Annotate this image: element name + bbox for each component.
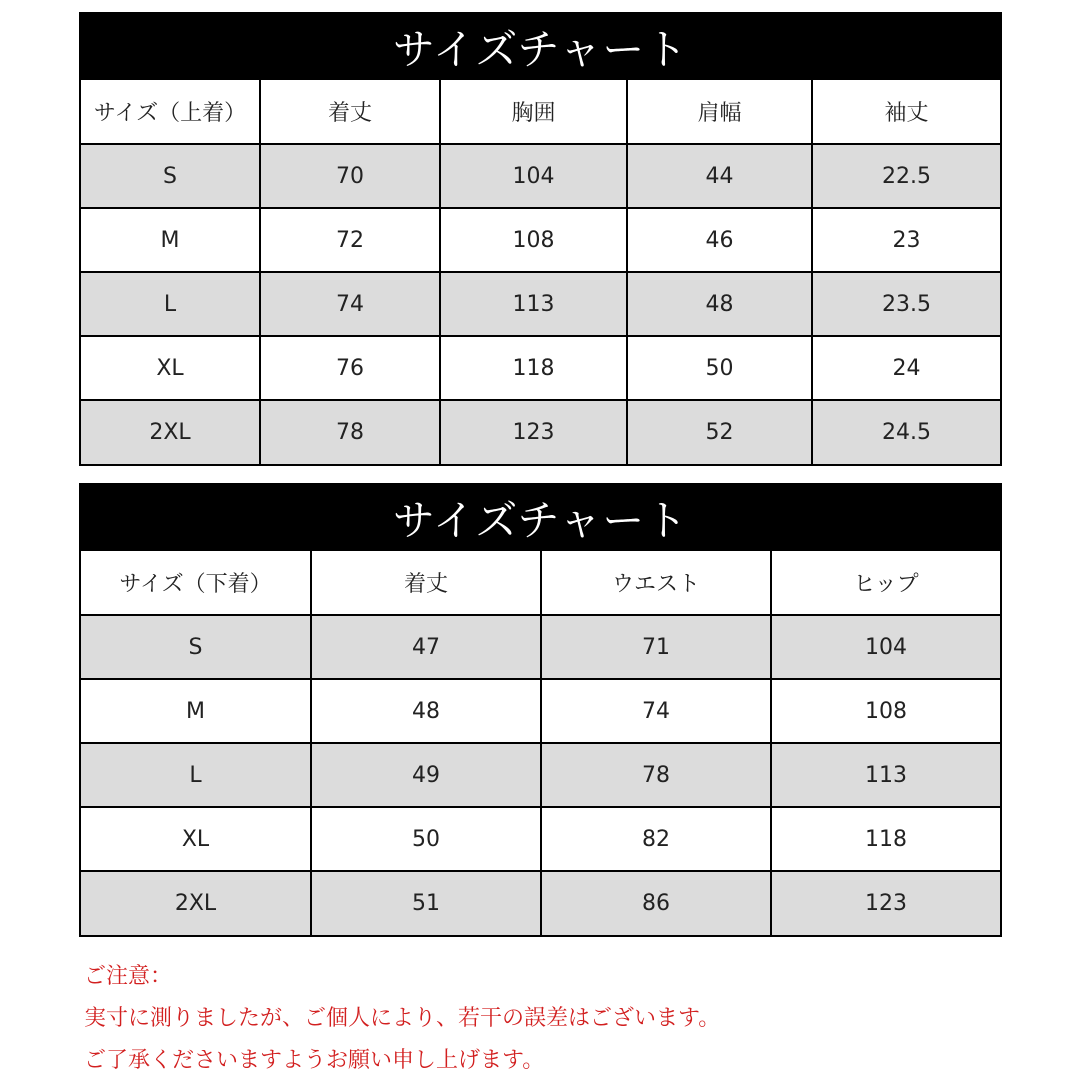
column-header-shoulder: 肩幅 <box>627 80 812 144</box>
table-cell: 74 <box>541 679 771 743</box>
table-cell: 76 <box>260 336 440 400</box>
table-cell: 51 <box>311 871 541 935</box>
table-row <box>81 272 1000 336</box>
table-cell: 24 <box>812 336 1000 400</box>
table-cell: 78 <box>260 400 440 464</box>
table-row <box>81 144 1000 208</box>
notice-line: ご了承くださいますようお願い申し上げます。 <box>84 1048 545 1073</box>
table-cell: 118 <box>440 336 627 400</box>
notice-text-block <box>84 956 720 1082</box>
table-cell: 47 <box>311 615 541 679</box>
table-cell: XL <box>81 807 311 871</box>
column-header-waist: ウエスト <box>541 551 771 615</box>
top-size-table <box>81 80 1000 464</box>
bottom-size-chart <box>79 483 1002 937</box>
table-cell: 50 <box>311 807 541 871</box>
table-cell: 113 <box>440 272 627 336</box>
table-cell: 23.5 <box>812 272 1000 336</box>
table-row <box>81 208 1000 272</box>
column-header-size: サイズ（下着） <box>81 551 311 615</box>
column-header-length: 着丈 <box>311 551 541 615</box>
column-header-chest: 胸囲 <box>440 80 627 144</box>
table-cell: 108 <box>771 679 1000 743</box>
table-cell: 104 <box>771 615 1000 679</box>
table-row <box>81 807 1000 871</box>
table-row <box>81 400 1000 464</box>
table-row <box>81 743 1000 807</box>
table-cell: 48 <box>627 272 812 336</box>
table-cell: 2XL <box>81 871 311 935</box>
column-header-length: 着丈 <box>260 80 440 144</box>
table-cell: 23 <box>812 208 1000 272</box>
table-row <box>81 679 1000 743</box>
table-cell: 46 <box>627 208 812 272</box>
table-cell: 22.5 <box>812 144 1000 208</box>
table-cell: M <box>81 679 311 743</box>
table-header-row <box>81 80 1000 144</box>
table-row <box>81 871 1000 935</box>
table-cell: S <box>81 144 260 208</box>
table-cell: 49 <box>311 743 541 807</box>
top-chart-title: サイズチャート <box>81 14 1000 80</box>
table-cell: 44 <box>627 144 812 208</box>
table-row <box>81 615 1000 679</box>
table-cell: 50 <box>627 336 812 400</box>
table-cell: 104 <box>440 144 627 208</box>
column-header-sleeve: 袖丈 <box>812 80 1000 144</box>
table-cell: 24.5 <box>812 400 1000 464</box>
notice-heading: ご注意： <box>84 964 173 989</box>
table-cell: 123 <box>440 400 627 464</box>
table-cell: 118 <box>771 807 1000 871</box>
table-cell: M <box>81 208 260 272</box>
table-cell: 113 <box>771 743 1000 807</box>
bottom-chart-title: サイズチャート <box>81 485 1000 551</box>
table-cell: 82 <box>541 807 771 871</box>
table-cell: 72 <box>260 208 440 272</box>
table-header-row <box>81 551 1000 615</box>
top-size-chart <box>79 12 1002 466</box>
table-cell: 2XL <box>81 400 260 464</box>
table-row <box>81 336 1000 400</box>
table-cell: 86 <box>541 871 771 935</box>
table-cell: 78 <box>541 743 771 807</box>
table-cell: L <box>81 272 260 336</box>
table-cell: 71 <box>541 615 771 679</box>
table-cell: 74 <box>260 272 440 336</box>
table-cell: XL <box>81 336 260 400</box>
bottom-size-table <box>81 551 1000 935</box>
column-header-size: サイズ（上着） <box>81 80 260 144</box>
table-cell: 48 <box>311 679 541 743</box>
table-cell: 70 <box>260 144 440 208</box>
table-cell: 108 <box>440 208 627 272</box>
table-cell: S <box>81 615 311 679</box>
column-header-hip: ヒップ <box>771 551 1000 615</box>
table-cell: 123 <box>771 871 1000 935</box>
table-cell: 52 <box>627 400 812 464</box>
table-cell: L <box>81 743 311 807</box>
notice-line: 実寸に測りましたが、ご個人により、若干の誤差はございます。 <box>84 1006 721 1031</box>
